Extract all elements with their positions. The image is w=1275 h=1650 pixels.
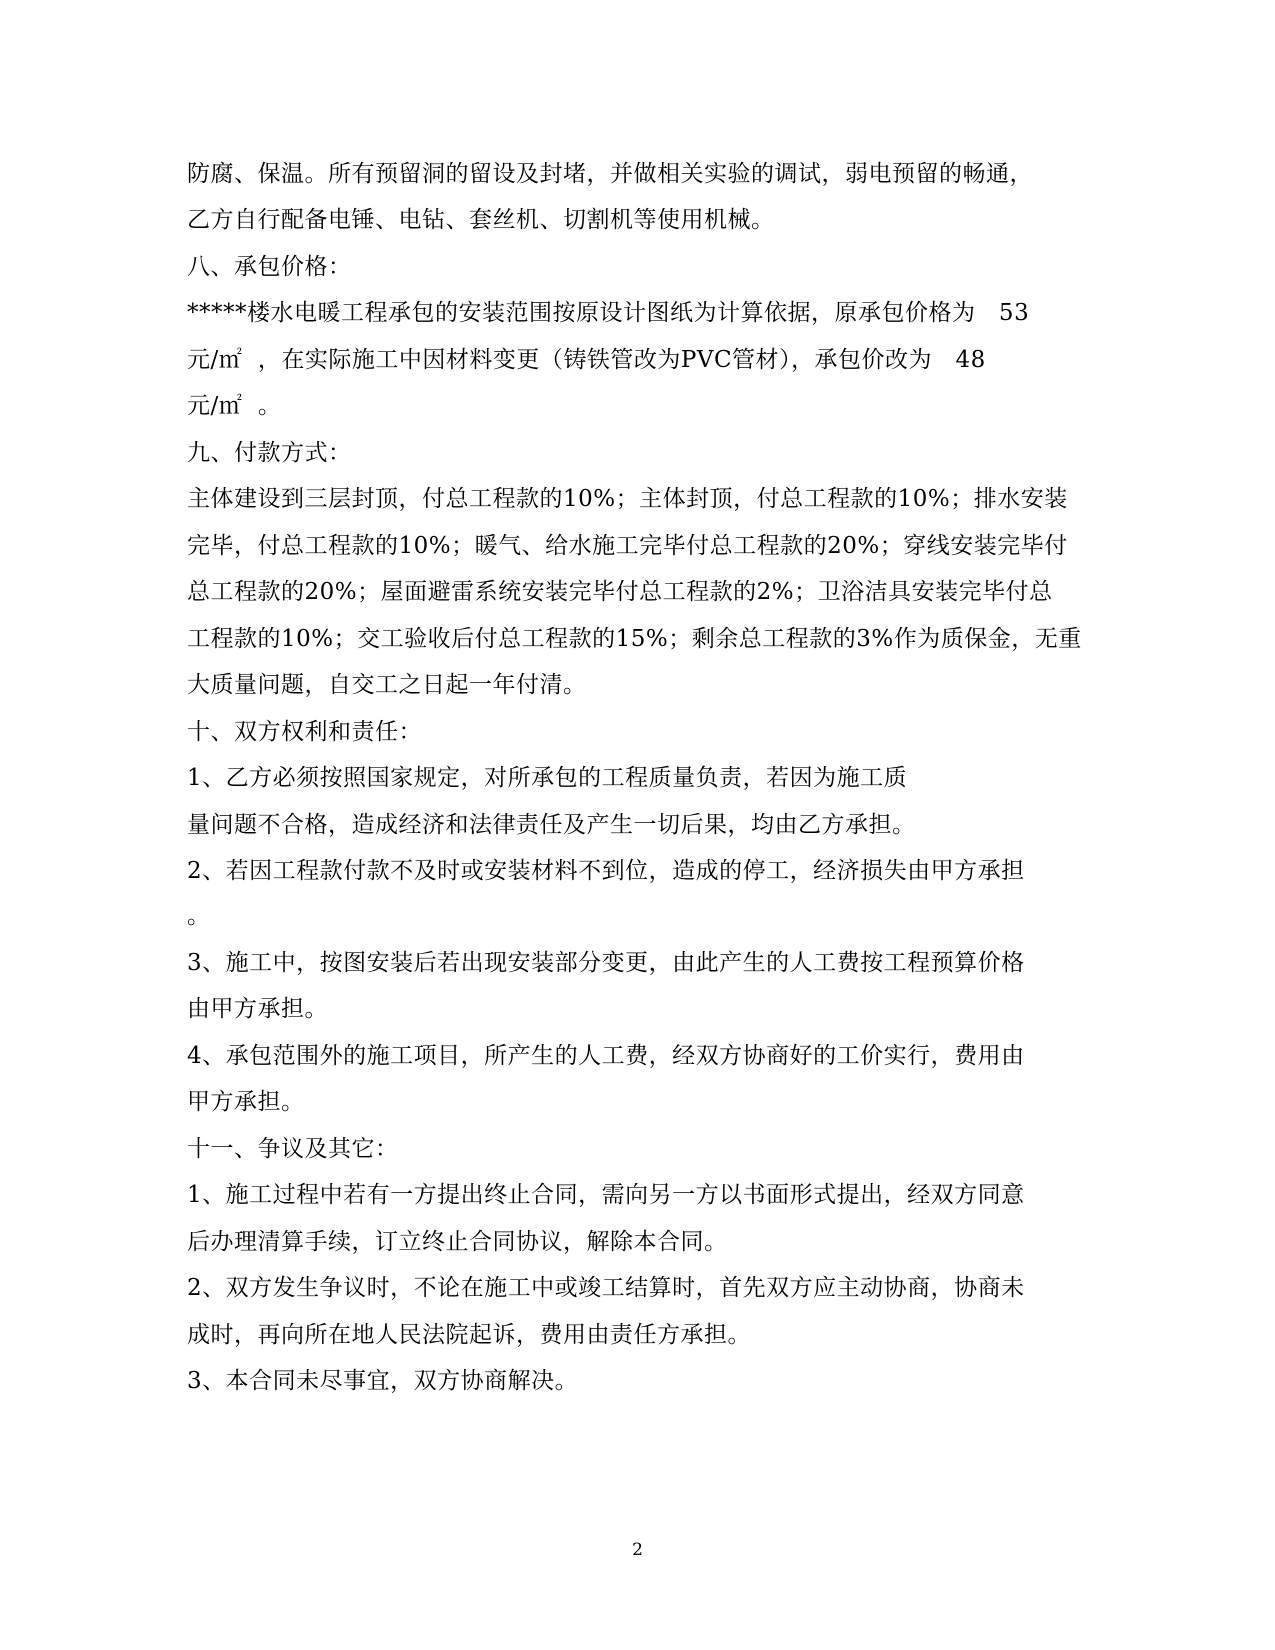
text-line: 完毕，付总工程款的10%；暖气、给水施工完毕付总工程款的20%；穿线安装完毕付: [187, 533, 1068, 559]
section-heading: 九、付款方式：: [187, 440, 352, 466]
text-line: 量问题不合格，造成经济和法律责任及产生一切后果，均由乙方承担。: [187, 812, 916, 838]
text-line: 。: [187, 903, 211, 929]
text-line: 主体建设到三层封顶，付总工程款的10%；主体封顶，付总工程款的10%；排水安装: [187, 486, 1068, 512]
text-line: 乙方自行配备电锤、电钻、套丝机、切割机等使用机械。: [187, 207, 775, 233]
text-line: 3、施工中，按图安装后若出现安装部分变更，由此产生的人工费按工程预算价格: [187, 950, 1025, 976]
text-line: 2、双方发生争议时，不论在施工中或竣工结算时，首先双方应主动协商，协商未: [187, 1275, 1025, 1301]
text-line: 4、承包范围外的施工项目，所产生的人工费，经双方协商好的工价实行，费用由: [187, 1043, 1025, 1069]
text-line: 1、乙方必须按照国家规定，对所承包的工程质量负责，若因为施工质: [187, 765, 908, 791]
text-line: 大质量问题，自交工之日起一年付清。: [187, 672, 587, 698]
text-line: 工程款的10%；交工验收后付总工程款的15%；剩余总工程款的3%作为质保金，无重: [187, 626, 1082, 652]
text-line: 由甲方承担。: [187, 996, 328, 1022]
text-line: 后办理清算手续，订立终止合同协议，解除本合同。: [187, 1229, 728, 1255]
text-line: 3、本合同未尽事宜，双方协商解决。: [187, 1368, 579, 1394]
text-line: 元/㎡ ，在实际施工中因材料变更（铸铁管改为PVC管材），承包价改为 48: [187, 347, 986, 373]
text-line: 元/㎡ 。: [187, 393, 282, 419]
text-line: 总工程款的20%；屋面避雷系统安装完毕付总工程款的2%；卫浴洁具安装完毕付总: [187, 579, 1053, 605]
text-line: 甲方承担。: [187, 1089, 305, 1115]
section-heading: 八、承包价格：: [187, 254, 352, 280]
section-heading: 十、双方权利和责任：: [187, 719, 422, 745]
text-line: 1、施工过程中若有一方提出终止合同，需向另一方以书面形式提出，经双方同意: [187, 1182, 1025, 1208]
page-number: 2: [632, 1540, 643, 1560]
text-line: 防腐、保温。所有预留洞的留设及封堵，并做相关实验的调试，弱电预留的畅通，: [187, 161, 1033, 187]
text-line: 成时，再向所在地人民法院起诉，费用由责任方承担。: [187, 1322, 751, 1348]
text-line: 2、若因工程款付款不及时或安装材料不到位，造成的停工，经济损失由甲方承担: [187, 858, 1025, 884]
text-line: *****楼水电暖工程承包的安装范围按原设计图纸为计算依据，原承包价格为 53: [187, 300, 1030, 326]
section-heading: 十一、争议及其它：: [187, 1136, 399, 1162]
